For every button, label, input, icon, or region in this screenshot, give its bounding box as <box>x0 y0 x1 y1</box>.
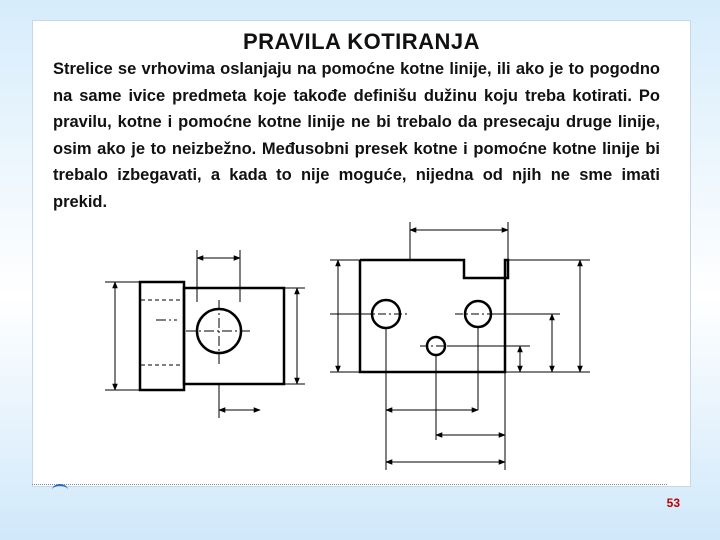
page-number: 53 <box>666 496 680 510</box>
body-paragraph: Strelice se vrhovima oslanjaju na pomoćne kotne linije, ili ako je to pogodno na same ivice predmeta koje takođe definišu dužinu koju treba kotirati. Po pravilu, kotne i pomoćne kotne linije ne bi trebalo da presecaju druge linije, osim ako je to neizbežno. Međusobni presek kotne i pomoćne kotne linije bi trebalo izbegavati, a kada to nije moguće, nijedna od njih ne sme imati prekid. <box>53 60 660 211</box>
left-part-view <box>105 250 305 418</box>
left-block <box>140 282 184 390</box>
right-part-view <box>330 222 590 470</box>
footer-divider <box>32 484 667 485</box>
arc-logo-icon <box>52 484 68 496</box>
slide-title: PRAVILA KOTIRANJA <box>242 29 481 54</box>
right-block <box>184 288 284 384</box>
